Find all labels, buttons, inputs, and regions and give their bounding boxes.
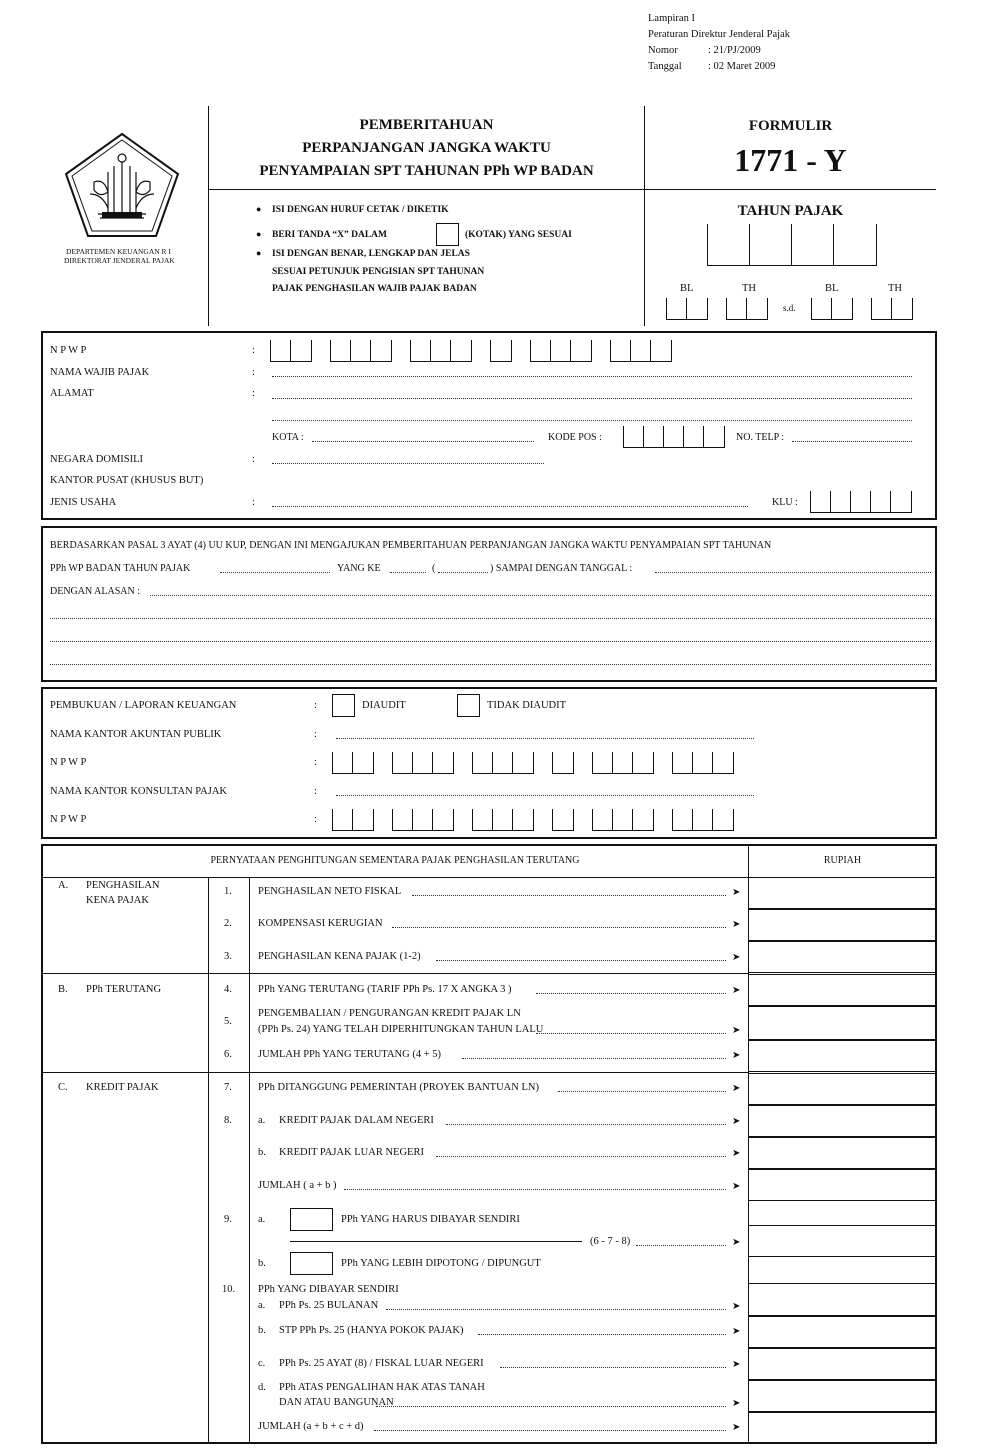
row-sub-letter: a. <box>258 1115 266 1126</box>
leader-dots <box>374 1430 726 1431</box>
konsultan-field[interactable] <box>336 795 754 796</box>
arrow-icon: ➤ <box>732 1237 741 1248</box>
row-label: PENGEMBALIAN / PENGURANGAN KREDIT PAJAK LN <box>258 1008 521 1019</box>
diaudit-checkbox[interactable] <box>332 694 355 717</box>
tidak-diaudit-label: TIDAK DIAUDIT <box>487 700 567 711</box>
klu-boxes[interactable] <box>810 491 912 513</box>
row-label: PPh ATAS PENGALIHAN HAK ATAS TANAH <box>279 1382 485 1393</box>
npwp-label: N P W P <box>50 345 87 356</box>
row-label: STP PPh Ps. 25 (HANYA POKOK PAJAK) <box>279 1325 464 1336</box>
colon: : <box>314 786 317 797</box>
rupiah-field-4[interactable] <box>749 974 935 1006</box>
row-label: (PPh Ps. 24) YANG TELAH DIPERHITUNGKAN TAHUN LALU <box>258 1024 544 1035</box>
leader-dots <box>536 1033 726 1034</box>
appendix-tanggal-label: Tanggal <box>648 61 682 72</box>
arrow-icon: ➤ <box>732 1422 741 1433</box>
pph-lebih-dipotong-checkbox[interactable] <box>290 1252 333 1275</box>
jenis-usaha-field[interactable] <box>272 506 748 507</box>
logo-line-2: DIREKTORAT JENDERAL PAJAK <box>64 256 175 265</box>
arrow-icon: ➤ <box>732 1326 741 1337</box>
tax-year-boxes[interactable] <box>707 224 877 266</box>
npwp-konsultan-boxes[interactable] <box>332 809 734 831</box>
rupiah-field-8a[interactable] <box>749 1105 935 1137</box>
row-number: 9. <box>224 1214 232 1225</box>
colon: : <box>252 388 255 399</box>
form-code: 1771 - Y <box>734 142 847 178</box>
section-c-label: KREDIT PAJAK <box>86 1082 159 1093</box>
colon: : <box>314 814 317 825</box>
kode-pos-label: KODE POS : <box>548 432 602 443</box>
example-checkbox <box>436 223 459 246</box>
row-sub-letter: b. <box>258 1258 266 1269</box>
leader-dots <box>446 1124 726 1125</box>
colon: : <box>314 757 317 768</box>
row-formula: (6 - 7 - 8) <box>590 1236 631 1247</box>
row-sub-letter: a. <box>258 1214 266 1225</box>
kota-field[interactable] <box>312 441 534 442</box>
row-label: PPh Ps. 25 AYAT (8) / FISKAL LUAR NEGERI <box>279 1358 484 1369</box>
title-line-3: PENYAMPAIAN SPT TAHUNAN PPh WP BADAN <box>259 163 594 179</box>
colon: : <box>314 700 317 711</box>
arrow-icon: ➤ <box>732 1050 741 1061</box>
arrow-icon: ➤ <box>732 1398 741 1409</box>
colon: : <box>252 367 255 378</box>
kota-label: KOTA : <box>272 432 304 443</box>
pph-harus-dibayar-checkbox[interactable] <box>290 1208 333 1231</box>
row-sub-letter: b. <box>258 1325 266 1336</box>
arrow-icon: ➤ <box>732 1359 741 1370</box>
leader-dots <box>344 1189 726 1190</box>
period-th-2: TH <box>888 283 902 294</box>
section-column-divider <box>208 878 209 1443</box>
leader-dots <box>478 1334 726 1335</box>
row-number: 3. <box>224 951 232 962</box>
arrow-icon: ➤ <box>732 1083 741 1094</box>
period-sd: s.d. <box>783 303 796 313</box>
section-a-label-2: KENA PAJAK <box>86 895 149 906</box>
row-label: DAN ATAU BANGUNAN <box>279 1397 394 1408</box>
section-b-label: PPh TERUTANG <box>86 984 162 995</box>
row-number: 1. <box>224 886 232 897</box>
leader-dots <box>386 1309 726 1310</box>
appendix-nomor-value: : 21/PJ/2009 <box>708 45 761 56</box>
no-telp-label: NO. TELP : <box>736 432 785 443</box>
title-line-2: PERPANJANGAN JANGKA WAKTU <box>302 140 551 156</box>
row-number: 4. <box>224 984 232 995</box>
arrow-icon: ➤ <box>732 1181 741 1192</box>
rupiah-header: RUPIAH <box>823 855 862 866</box>
sampai-tanggal-field[interactable] <box>655 572 931 573</box>
row-label: KOMPENSASI KERUGIAN <box>258 918 383 929</box>
diaudit-label: DIAUDIT <box>362 700 406 711</box>
npwp-akuntan-boxes[interactable] <box>332 752 734 774</box>
tax-year-label: TAHUN PAJAK <box>737 203 844 219</box>
row-label: PPh Ps. 25 BULANAN <box>279 1300 379 1311</box>
leader-dots <box>412 895 726 896</box>
row-number: 7. <box>224 1082 232 1093</box>
calc-header: PERNYATAAN PENGHITUNGAN SEMENTARA PAJAK PENGHASILAN TERUTANG <box>210 855 580 866</box>
arrow-icon: ➤ <box>732 952 741 963</box>
leader-dots <box>500 1367 726 1368</box>
npwp-boxes[interactable] <box>270 340 672 362</box>
arrow-icon: ➤ <box>732 1025 741 1036</box>
rupiah-field-3[interactable] <box>749 941 935 973</box>
appendix-line-2: Peraturan Direktur Jenderal Pajak <box>648 29 790 40</box>
row-sub-letter: c. <box>258 1358 266 1369</box>
kantor-pusat-label: KANTOR PUSAT (KHUSUS BUT) <box>50 475 204 486</box>
appendix-tanggal-value: : 02 Maret 2009 <box>708 61 776 72</box>
leader-dots <box>376 1406 726 1407</box>
rupiah-field-10d[interactable] <box>749 1380 935 1412</box>
rupiah-field-6[interactable] <box>749 1040 935 1072</box>
row-label: PPh YANG TERUTANG (TARIF PPh Ps. 17 X ANGKA 3 ) <box>258 984 512 995</box>
leader-dots <box>436 960 726 961</box>
colon: : <box>252 454 255 465</box>
row-label: PENGHASILAN NETO FISKAL <box>258 886 402 897</box>
ministry-emblem-icon <box>64 132 180 238</box>
row-sub-letter: b. <box>258 1147 266 1158</box>
section-a-bottom <box>42 973 749 974</box>
statement-line-2c: ( <box>432 563 436 574</box>
negara-field[interactable] <box>272 463 544 464</box>
form-label: FORMULIR <box>748 118 833 134</box>
row-label: KREDIT PAJAK DALAM NEGERI <box>279 1115 434 1126</box>
statement-line-3: DENGAN ALASAN : <box>50 586 140 597</box>
leader-dots <box>436 1156 726 1157</box>
alamat-field-2[interactable] <box>272 420 912 421</box>
header-divider-left <box>208 106 209 326</box>
row-number: 10. <box>222 1284 236 1295</box>
bullet-icon: ● <box>256 204 262 214</box>
rupiah-field-8-total[interactable] <box>749 1169 935 1201</box>
bullet-icon: ● <box>256 229 262 239</box>
section-a-label-1: PENGHASILAN <box>86 880 160 891</box>
tidak-diaudit-checkbox[interactable] <box>457 694 480 717</box>
leader-dots <box>558 1091 726 1092</box>
row-label: JUMLAH (a + b + c + d) <box>258 1421 364 1432</box>
statement-line-2b: YANG KE <box>337 563 381 574</box>
row-label: KREDIT PAJAK LUAR NEGERI <box>279 1147 424 1158</box>
colon: : <box>252 345 255 356</box>
arrow-icon: ➤ <box>732 887 741 898</box>
alasan-field-3[interactable] <box>50 641 931 642</box>
rupiah-field-10c[interactable] <box>749 1348 935 1380</box>
bracket-line <box>290 1241 582 1242</box>
jenis-usaha-label: JENIS USAHA <box>50 497 117 508</box>
instruction-3c: PAJAK PENGHASILAN WAJIB PAJAK BADAN <box>272 284 477 294</box>
colon: : <box>252 497 255 508</box>
arrow-icon: ➤ <box>732 1116 741 1127</box>
statement-line-1: BERDASARKAN PASAL 3 AYAT (4) UU KUP, DENGAN INI MENGAJUKAN PEMBERITAHUAN PERPANJANGAN JANGKA WAKTU PENYAMPAIAN SPT TAHUNAN <box>50 540 772 551</box>
row-number: 6. <box>224 1049 232 1060</box>
number-column-divider <box>249 878 250 1443</box>
rupiah-field-10a[interactable] <box>749 1283 935 1316</box>
leader-dots <box>392 927 726 928</box>
konsultan-label: NAMA KANTOR KONSULTAN PAJAK <box>50 786 228 797</box>
period-bl-1: BL <box>680 283 694 294</box>
instruction-3a: ISI DENGAN BENAR, LENGKAP DAN JELAS <box>272 249 470 259</box>
npwp-akuntan-label: N P W P <box>50 757 87 768</box>
yang-ke-field[interactable] <box>390 572 426 573</box>
instruction-3b: SESUAI PETUNJUK PENGISIAN SPT TAHUNAN <box>272 267 485 277</box>
npwp-konsultan-label: N P W P <box>50 814 87 825</box>
row-number: 8. <box>224 1115 232 1126</box>
title-line-1: PEMBERITAHUAN <box>359 117 494 133</box>
instruction-2b: (KOTAK) YANG SESUAI <box>465 230 572 240</box>
instruction-1: ISI DENGAN HURUF CETAK / DIKETIK <box>272 205 449 215</box>
section-c-letter: C. <box>58 1082 68 1093</box>
row-label: PPh YANG HARUS DIBAYAR SENDIRI <box>341 1214 520 1225</box>
period-start-boxes[interactable] <box>666 298 768 320</box>
row-number: 5. <box>224 1016 232 1027</box>
row-sub-letter: a. <box>258 1300 266 1311</box>
logo-line-1: DEPARTEMEN KEUANGAN R I <box>66 247 171 256</box>
colon: : <box>314 729 317 740</box>
period-bl-2: BL <box>825 283 839 294</box>
no-telp-field[interactable] <box>792 441 912 442</box>
rupiah-field-10b[interactable] <box>749 1316 935 1348</box>
row-label: PENGHASILAN KENA PAJAK (1-2) <box>258 951 421 962</box>
row-label: PPh YANG LEBIH DIPOTONG / DIPUNGUT <box>341 1258 541 1269</box>
arrow-icon: ➤ <box>732 985 741 996</box>
alamat-label: ALAMAT <box>50 388 94 399</box>
bullet-icon: ● <box>256 248 262 258</box>
period-th-1: TH <box>742 283 756 294</box>
arrow-icon: ➤ <box>732 1301 741 1312</box>
klu-label: KLU : <box>772 497 798 508</box>
akuntan-label: NAMA KANTOR AKUNTAN PUBLIK <box>50 729 222 740</box>
header-hline <box>208 189 936 190</box>
section-b-bottom <box>42 1072 749 1073</box>
alasan-field-1[interactable] <box>150 595 931 596</box>
rupiah-field-7[interactable] <box>749 1073 935 1105</box>
rupiah-field-8b[interactable] <box>749 1137 935 1169</box>
instruction-2a: BERI TANDA “X” DALAM <box>272 230 387 240</box>
kode-pos-boxes[interactable] <box>623 426 725 448</box>
rupiah-field-9[interactable] <box>749 1225 935 1257</box>
tahun-pajak-field[interactable] <box>220 572 330 573</box>
rupiah-field-5[interactable] <box>749 1006 935 1040</box>
leader-dots <box>536 993 726 994</box>
yang-ke-words-field[interactable] <box>438 572 488 573</box>
row-label: JUMLAH PPh YANG TERUTANG (4 + 5) <box>258 1049 442 1060</box>
alamat-field-1[interactable] <box>272 398 912 399</box>
rupiah-field-2[interactable] <box>749 909 935 941</box>
period-end-boxes[interactable] <box>811 298 913 320</box>
alasan-field-2[interactable] <box>50 618 931 619</box>
row-sub-letter: d. <box>258 1382 266 1393</box>
arrow-icon: ➤ <box>732 1148 741 1159</box>
negara-label: NEGARA DOMISILI <box>50 454 144 465</box>
section-b-letter: B. <box>58 984 68 995</box>
leader-dots <box>462 1058 726 1059</box>
row-label: PPh YANG DIBAYAR SENDIRI <box>258 1284 399 1295</box>
akuntan-field[interactable] <box>336 738 754 739</box>
row-label: JUMLAH ( a + b ) <box>258 1180 337 1191</box>
nama-wp-label: NAMA WAJIB PAJAK <box>50 367 150 378</box>
alasan-field-4[interactable] <box>50 664 931 665</box>
appendix-line-1: Lampiran I <box>648 13 695 24</box>
section-a-letter: A. <box>58 880 69 891</box>
rupiah-field-10-total[interactable] <box>749 1412 935 1443</box>
leader-dots <box>636 1245 726 1246</box>
pembukuan-label: PEMBUKUAN / LAPORAN KEUANGAN <box>50 700 237 711</box>
row-number: 2. <box>224 918 232 929</box>
appendix-nomor-label: Nomor <box>648 45 678 56</box>
statement-line-2d: ) SAMPAI DENGAN TANGGAL : <box>490 563 633 574</box>
arrow-icon: ➤ <box>732 919 741 930</box>
rupiah-field-1[interactable] <box>749 877 935 909</box>
nama-wp-field[interactable] <box>272 376 912 377</box>
statement-line-2a: PPh WP BADAN TAHUN PAJAK <box>50 563 191 574</box>
row-label: PPh DITANGGUNG PEMERINTAH (PROYEK BANTUAN LN) <box>258 1082 539 1093</box>
